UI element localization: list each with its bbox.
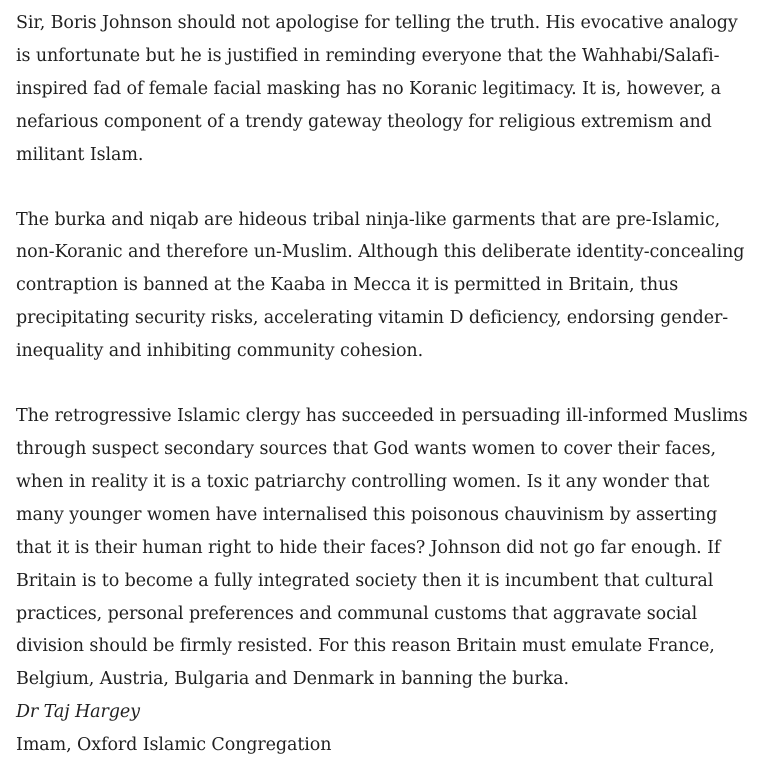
letter-paragraph: The retrogressive Islamic clergy has succeeded in persuading ill-informed Muslims through suspect secondary sources that God wants women to cover their faces, when in reality it is a toxic patriarchy controlling women. Is it any wonder that many younger women have internalised this poisonous chauvinism by asserting that it is their human right to hide their faces? Johnson did not go far enough. If Britain is to become a fully integrated society then it is incumbent that cultural practices, personal preferences and communal customs that aggravate social division should be firmly resisted. For this reason Britain must emulate France, Belgium, Austria, Bulgaria and Denmark in banning the burka. [16, 406, 748, 690]
letter-paragraph: The burka and niqab are hideous tribal ninja-like garments that are pre-Islamic, non-Koranic and therefore un-Muslim. Although this deliberate identity-concealing contraption is banned at the Kaaba in Mecca it is permitted in Britain, thus precipitating security risks, accelerating vitamin D deficiency, endorsing gender-inequality and inhibiting community cohesion. [16, 209, 745, 362]
author-signature: Dr Taj Hargey [16, 702, 140, 723]
letter-paragraph: Sir, Boris Johnson should not apologise for telling the truth. His evocative analogy is unfortunate but he is justified in reminding everyone that the Wahhabi/Salafi-inspired fad of female facial masking has no Koranic legitimacy. It is, however, a nefarious component of a trendy gateway theology for religious extremism and militant Islam. [16, 13, 738, 165]
author-affiliation: Imam, Oxford Islamic Congregation [16, 735, 332, 756]
